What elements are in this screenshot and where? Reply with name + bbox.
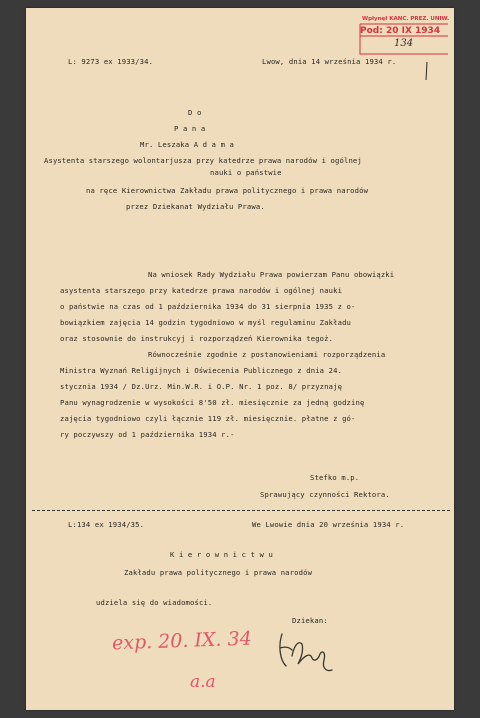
stamp-line-2: Pod: 20 IX 1934 — [360, 26, 441, 36]
second-reference: L:134 ex 1934/35. — [68, 520, 145, 529]
body-line: o państwie na czas od 1 października 1934 do 31 sierpnia 1935 z o- — [60, 302, 356, 311]
stamp-line-1: Wpłynęł KANC. PREZ. UNIW. — [362, 16, 450, 22]
tick-mark-icon — [422, 60, 432, 82]
dean-signature-icon — [276, 626, 346, 678]
body-line: Ministra Wyznań Religijnych i Oświecenia Publicznego z dnia 24. — [60, 366, 343, 375]
handwritten-note: exp. 20. IX. 34 — [111, 627, 253, 655]
address-line-3: na ręce Kierownictwa Zakładu prawa politycznego i prawa narodów — [86, 186, 369, 195]
signatory-name: Stefko m.p. — [310, 473, 360, 482]
document-page — [26, 8, 454, 710]
body-line: Panu wynagrodzenie w wysokości 8'50 zł. miesięcznie za jedną godzinę — [60, 398, 365, 407]
body-line: bowiązkiem zajęcia 14 godzin tygodniowo w myśl regulaminu Zakładu — [60, 318, 352, 327]
address-line-4: przez Dziekanat Wydziału Prawa. — [126, 202, 265, 211]
address-line-1: Asystenta starszego wolontarjusza przy katedrze prawa narodów i ogólnej — [44, 156, 362, 165]
stamp-number: 134 — [394, 38, 414, 49]
body-line: ry poczywszy od 1 października 1934 r.- — [60, 430, 235, 439]
body-line: stycznia 1934 / Dz.Urz. Min.W.R. i O.P. Nr. 1 poz. 8/ przyznaję — [60, 382, 343, 391]
body-line: zajęcia tygodniowo czyli łącznie 119 zł. miesięcznie. płatne z gó- — [60, 414, 356, 423]
body-line: oraz stosownie do instrukcyj i rozporządzeń Kierownika tegoż. — [60, 334, 334, 343]
body-line: Równocześnie zgodnie z postanowieniami rozporządzenia — [148, 350, 386, 359]
second-place-date: We Lwowie dnia 20 września 1934 r. — [252, 520, 405, 529]
body-line: Na wniosek Rady Wydziału Prawa powierzam Panu obowiązki — [148, 270, 395, 279]
address-do: D o — [188, 108, 202, 117]
notice-text: udziela się do wiadomości. — [96, 598, 213, 607]
address-line-2: nauki o państwie — [210, 168, 282, 177]
section-divider — [32, 510, 450, 511]
handwritten-initials: a.a — [190, 672, 216, 692]
signatory-title: Sprawujący czynności Rektora. — [260, 490, 390, 499]
place-date: Lwow, dnia 14 września 1934 r. — [262, 57, 397, 66]
registry-stamp — [358, 14, 450, 58]
addressee-name: Mr. Leszaka A d a m a — [140, 140, 235, 149]
address-pana: P a n a — [174, 124, 206, 133]
second-subheading: Zakładu prawa politycznego i prawa narodów — [124, 568, 313, 577]
dean-label: Dziekan: — [292, 616, 328, 625]
body-line: asystenta starszego przy katedrze prawa narodów i ogólnej nauki — [60, 286, 343, 295]
second-heading: K i e r o w n i c t w u — [170, 550, 273, 559]
reference-number: L: 9273 ex 1933/34. — [68, 57, 154, 66]
